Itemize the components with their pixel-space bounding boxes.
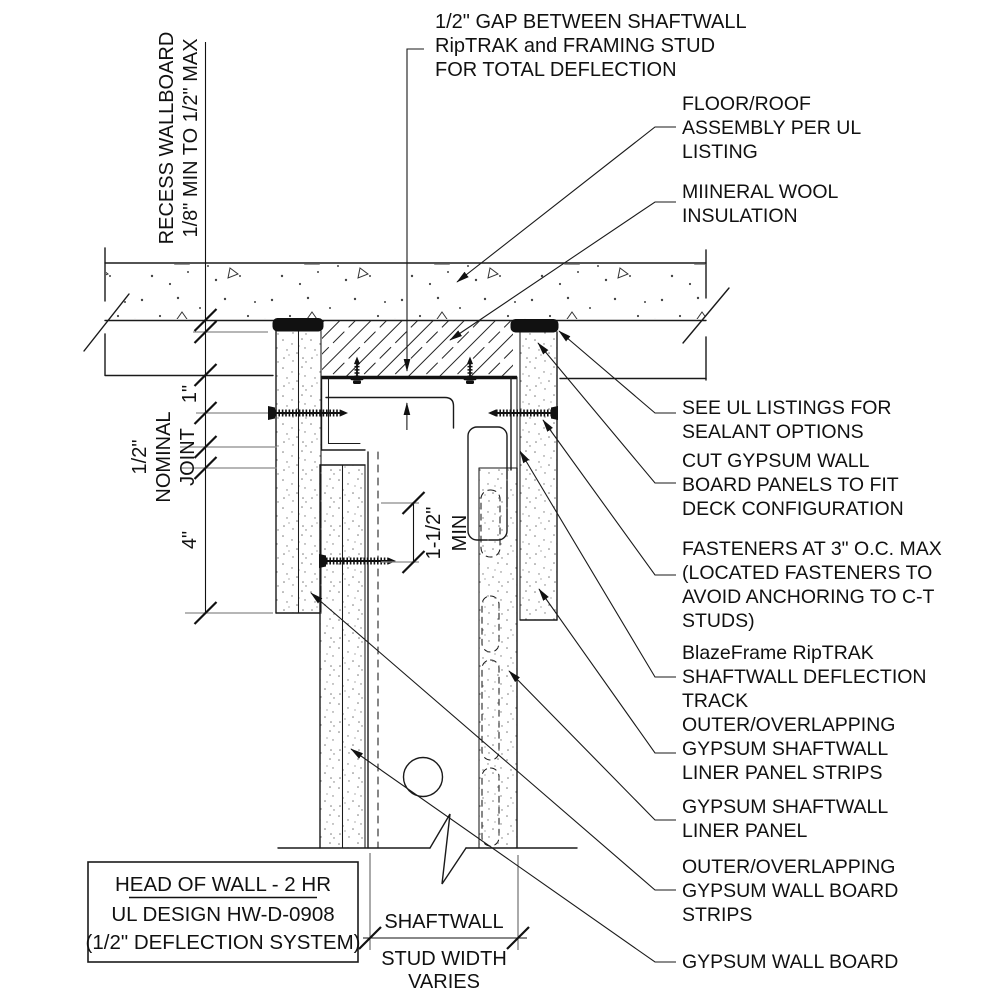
callout-line: GYPSUM SHAFTWALL [682,738,888,760]
mineral-wool-insulation [322,321,513,377]
dim-min: MIN [449,514,471,552]
callout-line: DECK CONFIGURATION [682,498,904,520]
callout-line: BOARD PANELS TO FIT [682,474,899,496]
callout-line: ASSEMBLY PER UL [682,117,861,139]
callout-sealant [682,397,897,443]
callout-line: GYPSUM SHAFTWALL [682,796,888,818]
callout-line: SEALANT OPTIONS [682,421,864,443]
dim-stud-width: SHAFTWALL [384,911,504,933]
riptrak-deflection-track [321,377,517,470]
title-line-3: (1/2" DEFLECTION SYSTEM) [85,931,361,954]
title-line-2: UL DESIGN HW-D-0908 [111,903,335,926]
callout-fasteners [682,538,947,632]
top-note-line: FOR TOTAL DEFLECTION [435,59,677,81]
title-line-1: HEAD OF WALL - 2 HR [114,873,332,896]
shaftwall-liner-panel [479,468,517,848]
title-block [86,862,361,962]
callout-wb-strips [682,856,904,926]
recess-note-line1: RECESS WALLBOARD [156,31,178,245]
callout-floor-roof [682,93,866,163]
callout-line: AVOID ANCHORING TO C-T [682,586,935,608]
dim-four-inch: 4" [179,530,201,550]
liner-panel-strip-right [520,332,557,620]
callout-line: STRIPS [682,904,753,926]
leader-liner-panel [509,671,676,820]
sealant-bead-right [511,319,559,333]
callout-wall-board [682,951,898,973]
callout-line: STUDS) [682,610,755,632]
dim-nominal-joint: 1/2" [129,439,151,475]
callout-liner-panel [682,796,893,842]
top-note [435,11,751,81]
concrete-slab [105,263,706,321]
callout-line: INSULATION [682,205,798,227]
callout-line: LINER PANEL [682,820,808,842]
callout-riptrak [682,642,932,712]
dim-nominal-joint: NOMINAL [153,411,175,503]
callout-line: LINER PANEL STRIPS [682,762,883,784]
callout-line: OUTER/OVERLAPPING [682,856,896,878]
sealant-bead-left [273,318,324,332]
dim-stud-width: STUD WIDTH [381,948,507,970]
callout-line: OUTER/OVERLAPPING [682,714,896,736]
callout-liner-strips [682,714,901,784]
gypsum-wall-board-base [320,465,365,848]
callout-line: CUT GYPSUM WALL [682,450,869,472]
callout-line: SHAFTWALL DEFLECTION [682,666,927,688]
callout-line: GYPSUM WALL BOARD [682,880,899,902]
dim-min: 1-1/2" [423,506,445,560]
callout-line: FLOOR/ROOF [682,93,811,115]
callout-line: BlazeFrame RipTRAK [682,642,874,664]
leader-liner-strips [539,589,676,753]
leader-sealant [559,331,676,413]
callout-mineral-wool [682,181,843,227]
top-note-line: 1/2" GAP BETWEEN SHAFTWALL [435,11,746,33]
callout-line: FASTENERS AT 3" O.C. MAX [682,538,942,560]
callout-line: LISTING [682,141,758,163]
callout-line: SEE UL LISTINGS FOR [682,397,892,419]
callout-line: MIINERAL WOOL [682,181,838,203]
dim-nominal-joint: JOINT [177,428,199,486]
leader-floor-roof [457,127,676,282]
gypsum-wall-board-strips-left [276,331,321,613]
stud-punchout [404,758,443,797]
callout-cut-board [682,450,904,520]
callout-line: GYPSUM WALL BOARD [682,951,899,973]
recess-note [156,32,202,245]
recess-note-line2: 1/8" MIN TO 1/2" MAX [180,38,202,238]
dim-stud-width: VARIES [408,971,480,993]
top-note-line: RipTRAK and FRAMING STUD [435,35,716,57]
dim-one-inch: 1" [179,384,201,404]
callout-line: TRACK [682,690,749,712]
callout-line: (LOCATED FASTENERS TO [682,562,933,584]
leader-fasteners [543,420,676,575]
callouts [682,93,947,973]
